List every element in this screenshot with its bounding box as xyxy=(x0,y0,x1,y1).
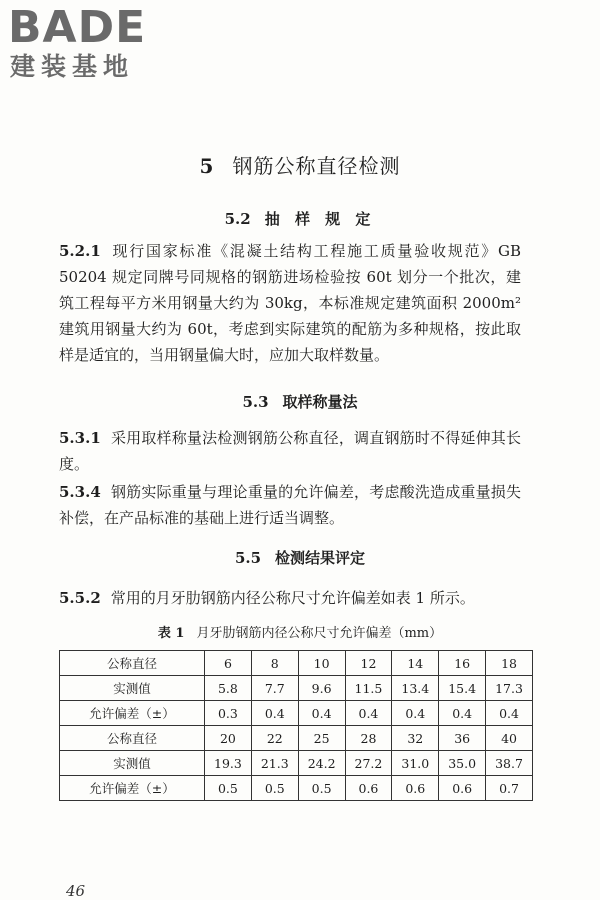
section-number: 5.3 xyxy=(242,393,269,411)
table-cell: 19.3 xyxy=(205,751,252,776)
table-cell: 18 xyxy=(486,651,533,676)
section-title: 检测结果评定 xyxy=(275,549,366,567)
table-caption-text: 月牙肋钢筋内径公称尺寸允许偏差（mm） xyxy=(196,626,443,641)
clause-text: 现行国家标准《混凝土结构工程施工质量验收规范》GB 50204 规定同牌号同规格的钢筋进场检验按 60t 划分一个批次，建筑工程每平方米用钢量大约为 30kg，本标准规定建筑面积 2000m² 建筑用钢量大约为 60t，考虑到实际建筑的配筋为多种规格，按此取样是适宜的，当用钢量偏大时，应加大取样数量。 xyxy=(59,242,521,364)
row-label: 实测值 xyxy=(60,751,205,776)
table-row xyxy=(60,651,533,676)
table-cell: 6 xyxy=(205,651,252,676)
logo xyxy=(8,4,146,82)
table-cell: 24.2 xyxy=(298,751,345,776)
table-cell: 35.0 xyxy=(439,751,486,776)
table-cell: 0.4 xyxy=(486,701,533,726)
table-cell: 0.4 xyxy=(439,701,486,726)
table-row xyxy=(60,776,533,801)
logo-wordmark: BADE xyxy=(8,2,147,53)
logo-subtitle: 建装基地 xyxy=(10,52,135,81)
clause-5-3-4 xyxy=(59,479,521,531)
table-cell: 17.3 xyxy=(486,676,533,701)
row-label: 允许偏差（±） xyxy=(60,701,205,726)
table-cell: 0.4 xyxy=(392,701,439,726)
table-cell: 0.5 xyxy=(251,776,298,801)
row-label: 实测值 xyxy=(60,676,205,701)
table-cell: 25 xyxy=(298,726,345,751)
clause-text: 常用的月牙肋钢筋内径公称尺寸允许偏差如表 1 所示。 xyxy=(110,589,475,607)
section-heading-5-2 xyxy=(0,208,600,229)
table-cell: 16 xyxy=(439,651,486,676)
table-cell: 14 xyxy=(392,651,439,676)
table-cell: 28 xyxy=(345,726,392,751)
clause-number: 5.3.4 xyxy=(59,483,101,501)
table-cell: 0.6 xyxy=(392,776,439,801)
clause-number: 5.3.1 xyxy=(59,429,101,447)
table-cell: 0.5 xyxy=(298,776,345,801)
table-cell: 9.6 xyxy=(298,676,345,701)
table-cell: 0.4 xyxy=(298,701,345,726)
table-cell: 0.5 xyxy=(205,776,252,801)
table-cell: 7.7 xyxy=(251,676,298,701)
section-heading-5-3 xyxy=(0,391,600,412)
clause-5-5-2 xyxy=(59,585,521,611)
table-cell: 0.3 xyxy=(205,701,252,726)
table-cell: 27.2 xyxy=(345,751,392,776)
section-title: 取样称量法 xyxy=(282,393,358,411)
section-number: 5.2 xyxy=(224,210,251,228)
clause-text: 采用取样称量法检测钢筋公称直径，调直钢筋时不得延伸其长度。 xyxy=(59,429,521,473)
table-caption-number: 表 1 xyxy=(157,626,185,641)
table-cell: 20 xyxy=(205,726,252,751)
clause-text: 钢筋实际重量与理论重量的允许偏差，考虑酸洗造成重量损失补偿，在产品标准的基础上进行适当调整。 xyxy=(59,483,521,527)
table-cell: 0.4 xyxy=(251,701,298,726)
chapter-title: 钢筋公称直径检测 xyxy=(232,154,401,178)
table-cell: 32 xyxy=(392,726,439,751)
table-cell: 0.6 xyxy=(439,776,486,801)
table-caption xyxy=(0,622,600,641)
table-row xyxy=(60,676,533,701)
table-cell: 11.5 xyxy=(345,676,392,701)
chapter-heading xyxy=(0,150,600,179)
section-heading-5-5 xyxy=(0,547,600,568)
table-row xyxy=(60,701,533,726)
table-row xyxy=(60,726,533,751)
section-title: 抽 样 规 定 xyxy=(264,210,376,228)
chapter-number: 5 xyxy=(199,154,215,178)
table-cell: 12 xyxy=(345,651,392,676)
clause-5-3-1 xyxy=(59,425,521,477)
table-cell: 13.4 xyxy=(392,676,439,701)
table-row xyxy=(60,751,533,776)
page-number: 46 xyxy=(66,882,86,900)
table-cell: 38.7 xyxy=(486,751,533,776)
table-cell: 0.7 xyxy=(486,776,533,801)
table-cell: 8 xyxy=(251,651,298,676)
section-number: 5.5 xyxy=(234,549,262,567)
row-label: 允许偏差（±） xyxy=(60,776,205,801)
table-cell: 15.4 xyxy=(439,676,486,701)
row-label: 公称直径 xyxy=(60,651,205,676)
table-cell: 10 xyxy=(298,651,345,676)
clause-5-2-1 xyxy=(59,238,521,368)
table-cell: 31.0 xyxy=(392,751,439,776)
row-label: 公称直径 xyxy=(60,726,205,751)
table-cell: 0.6 xyxy=(345,776,392,801)
clause-number: 5.2.1 xyxy=(59,242,101,260)
table-cell: 21.3 xyxy=(251,751,298,776)
table-cell: 36 xyxy=(439,726,486,751)
table-cell: 0.4 xyxy=(345,701,392,726)
table-cell: 5.8 xyxy=(205,676,252,701)
tolerance-table xyxy=(59,650,533,801)
table-cell: 40 xyxy=(486,726,533,751)
table-cell: 22 xyxy=(251,726,298,751)
clause-number: 5.5.2 xyxy=(59,589,101,607)
